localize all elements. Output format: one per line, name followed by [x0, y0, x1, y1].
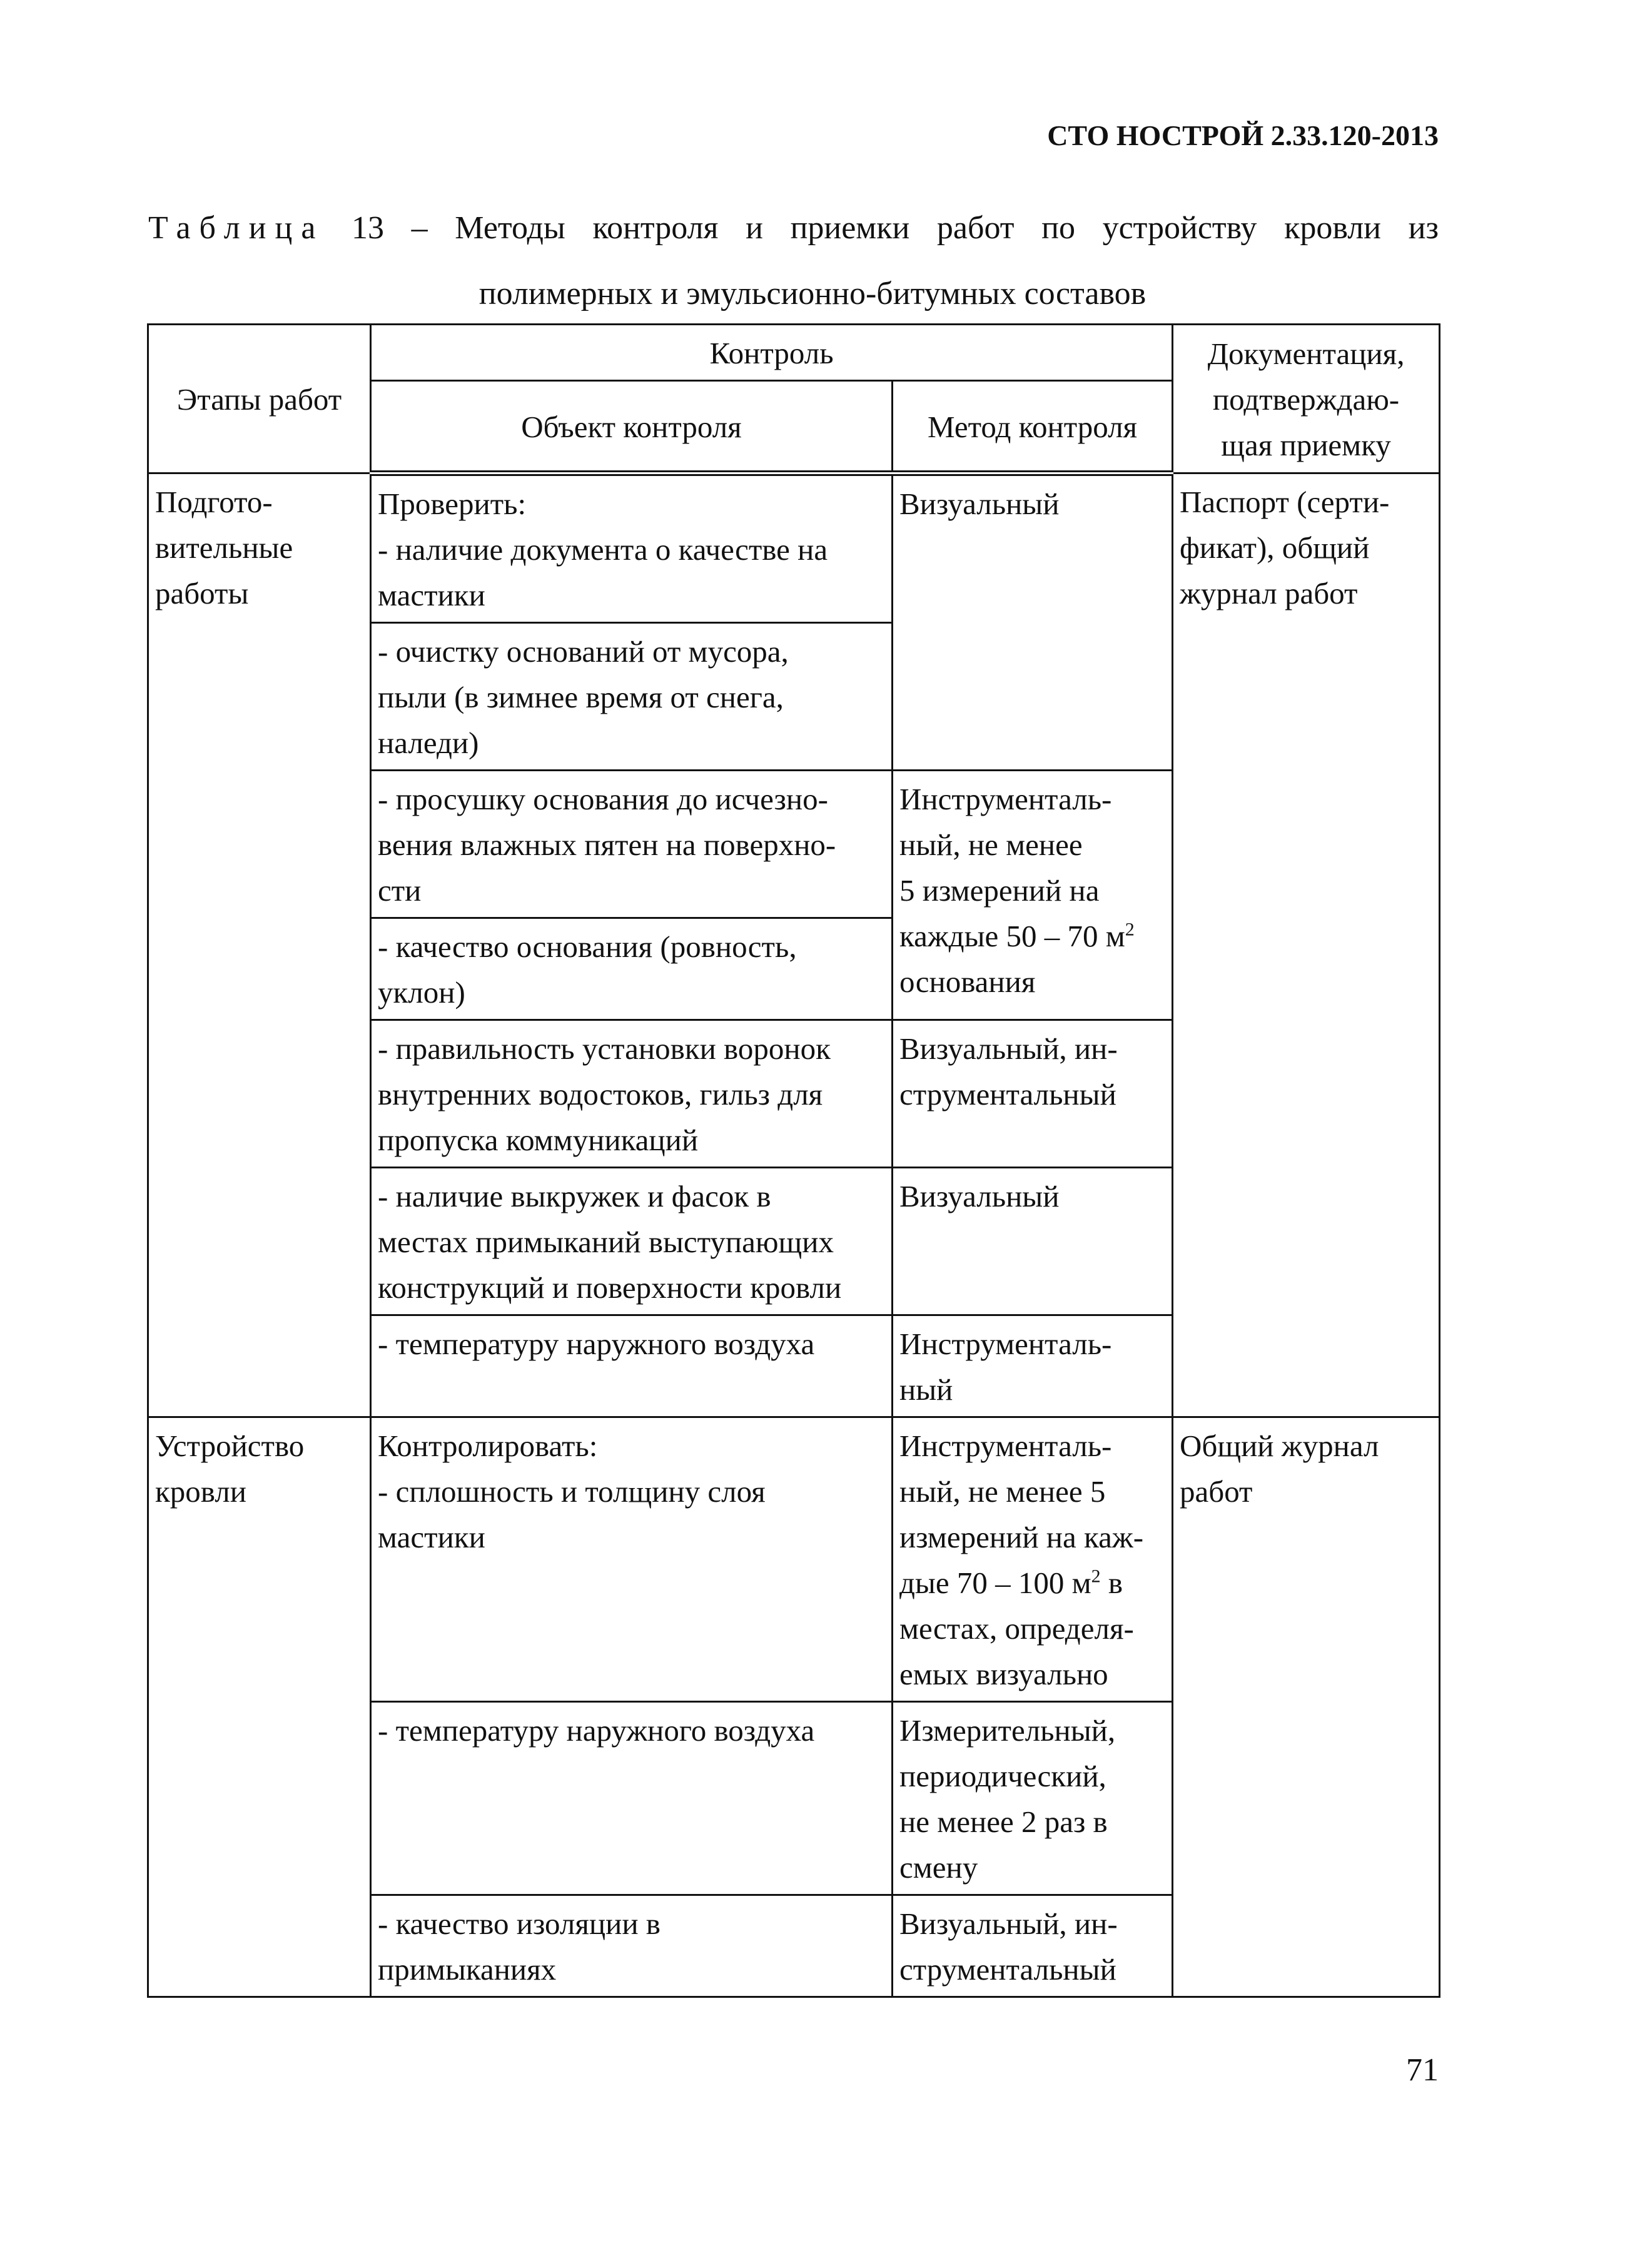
object-cell — [371, 1020, 893, 1168]
docs-line: работ — [1180, 1474, 1253, 1509]
stage-line: кровли — [155, 1474, 246, 1509]
page-number: 71 — [1406, 2052, 1439, 2088]
object-line: внутренних водостоков, гильз для — [378, 1077, 823, 1111]
object-line: - очистку оснований от мусора, — [378, 634, 789, 669]
object-line: - наличие выкружек и фасок в — [378, 1179, 771, 1213]
control-methods-table — [147, 323, 1440, 1998]
stage-line: работы — [155, 576, 249, 610]
superscript: 2 — [1125, 919, 1135, 940]
object-line: наледи) — [378, 726, 479, 760]
object-line: уклон) — [378, 975, 465, 1010]
method-area-text: дые 70 – 100 м — [899, 1566, 1091, 1600]
object-cell — [371, 1702, 893, 1895]
method-line: струментальный — [899, 1077, 1116, 1111]
table-row — [148, 1417, 1440, 1702]
method-cell — [893, 1895, 1173, 1997]
documentation-cell — [1173, 473, 1440, 1417]
header-row-1 — [148, 325, 1440, 381]
caption-word: кровли — [1284, 210, 1381, 246]
method-line: Визуальный, ин- — [899, 1906, 1118, 1941]
method-line: Визуальный — [899, 1179, 1060, 1213]
object-line: - качество изоляции в — [378, 1906, 661, 1941]
table-caption-line-1 — [148, 210, 1439, 246]
object-cell — [371, 1417, 893, 1702]
method-line: местах, определя- — [899, 1611, 1134, 1646]
object-line: - температуру наружного воздуха — [378, 1713, 815, 1748]
object-line: мастики — [378, 578, 485, 612]
method-cell — [893, 1168, 1173, 1315]
header-control: Контроль — [371, 325, 1173, 381]
table-row — [148, 473, 1440, 623]
method-line: ный — [899, 1372, 953, 1407]
method-line: Визуальный — [899, 487, 1060, 521]
stage-cell — [148, 1417, 371, 1997]
caption-number: 13 — [352, 210, 385, 246]
method-line — [899, 913, 1165, 959]
header-object: Объект контроля — [371, 381, 893, 473]
object-cell — [371, 473, 893, 623]
caption-word: Методы — [455, 210, 565, 246]
header-docs-line: Документация, — [1207, 337, 1405, 371]
docs-line: Паспорт (серти- — [1180, 485, 1390, 519]
object-line: - температуру наружного воздуха — [378, 1327, 815, 1361]
caption-dash: – — [411, 210, 428, 246]
method-line: ный, не менее 5 — [899, 1474, 1106, 1509]
method-line: смену — [899, 1850, 978, 1885]
object-line: - сплошность и толщину слоя — [378, 1474, 766, 1509]
table-caption-line-2: полимерных и эмульсионно-битумных составов — [478, 276, 1147, 311]
stage-cell — [148, 473, 371, 1417]
object-line: местах примыканий выступающих — [378, 1225, 834, 1259]
method-line: Измерительный, — [899, 1713, 1116, 1748]
method-line: Инструменталь- — [899, 782, 1112, 816]
object-line: - правильность установки воронок — [378, 1031, 831, 1066]
object-line: примыканиях — [378, 1952, 557, 1987]
object-line: - качество основания (ровность, — [378, 929, 797, 964]
caption-word: работ — [936, 210, 1015, 246]
object-cell — [371, 623, 893, 771]
object-cell — [371, 1895, 893, 1997]
docs-line: фикат), общий — [1180, 530, 1370, 565]
superscript: 2 — [1091, 1566, 1101, 1587]
method-cell — [893, 1315, 1173, 1417]
docs-line: журнал работ — [1180, 576, 1358, 610]
method-line: Инструменталь- — [899, 1429, 1112, 1463]
caption-word: устройству — [1102, 210, 1257, 246]
object-cell — [371, 1168, 893, 1315]
stage-line: Устройство — [155, 1429, 305, 1463]
method-line: 5 измерений на — [899, 873, 1100, 908]
documentation-cell — [1173, 1417, 1440, 1997]
object-cell — [371, 918, 893, 1020]
object-line: сти — [378, 873, 422, 908]
method-cell — [893, 1417, 1173, 1702]
method-area-tail: в — [1100, 1566, 1123, 1600]
caption-word: приемки — [790, 210, 910, 246]
method-line: основания — [899, 964, 1036, 999]
stage-line: вительные — [155, 530, 293, 565]
method-line: измерений на каж- — [899, 1520, 1144, 1554]
header-documentation — [1173, 325, 1440, 473]
header-method: Метод контроля — [893, 381, 1173, 473]
method-line: ный, не менее — [899, 828, 1083, 862]
method-line — [899, 1560, 1165, 1606]
caption-word: контроля — [592, 210, 719, 246]
stage-line: Подгото- — [155, 485, 273, 519]
docs-line: Общий журнал — [1180, 1429, 1379, 1463]
method-area-text: каждые 50 – 70 м — [899, 919, 1125, 953]
document-header: СТО НОСТРОЙ 2.33.120-2013 — [1047, 119, 1439, 151]
method-line: Инструменталь- — [899, 1327, 1112, 1361]
method-cell — [893, 1702, 1173, 1895]
method-line: емых визуально — [899, 1657, 1108, 1691]
object-line: Проверить: — [378, 487, 527, 521]
object-cell — [371, 1315, 893, 1417]
caption-label: Таблица — [148, 210, 325, 246]
method-line: не менее 2 раз в — [899, 1805, 1108, 1839]
method-cell — [893, 771, 1173, 1020]
header-docs-line: щая приемку — [1221, 428, 1391, 462]
method-line: периодический, — [899, 1759, 1106, 1793]
object-line: пропуска коммуникаций — [378, 1123, 699, 1157]
method-cell — [893, 1020, 1173, 1168]
object-line: вения влажных пятен на поверхно- — [378, 828, 836, 862]
header-docs-line: подтверждаю- — [1212, 382, 1400, 417]
method-cell — [893, 473, 1173, 771]
object-line: - просушку основания до исчезно- — [378, 782, 828, 816]
object-cell — [371, 771, 893, 918]
object-line: Контролировать: — [378, 1429, 598, 1463]
object-line: пыли (в зимнее время от снега, — [378, 680, 784, 714]
header-stages: Этапы работ — [148, 325, 371, 473]
object-line: конструкций и поверхности кровли — [378, 1270, 842, 1305]
method-line: Визуальный, ин- — [899, 1031, 1118, 1066]
method-line: струментальный — [899, 1952, 1116, 1987]
caption-word: по — [1041, 210, 1075, 246]
object-line: мастики — [378, 1520, 485, 1554]
object-line: - наличие документа о качестве на — [378, 532, 828, 567]
caption-word: и — [746, 210, 763, 246]
caption-word: из — [1408, 210, 1439, 246]
